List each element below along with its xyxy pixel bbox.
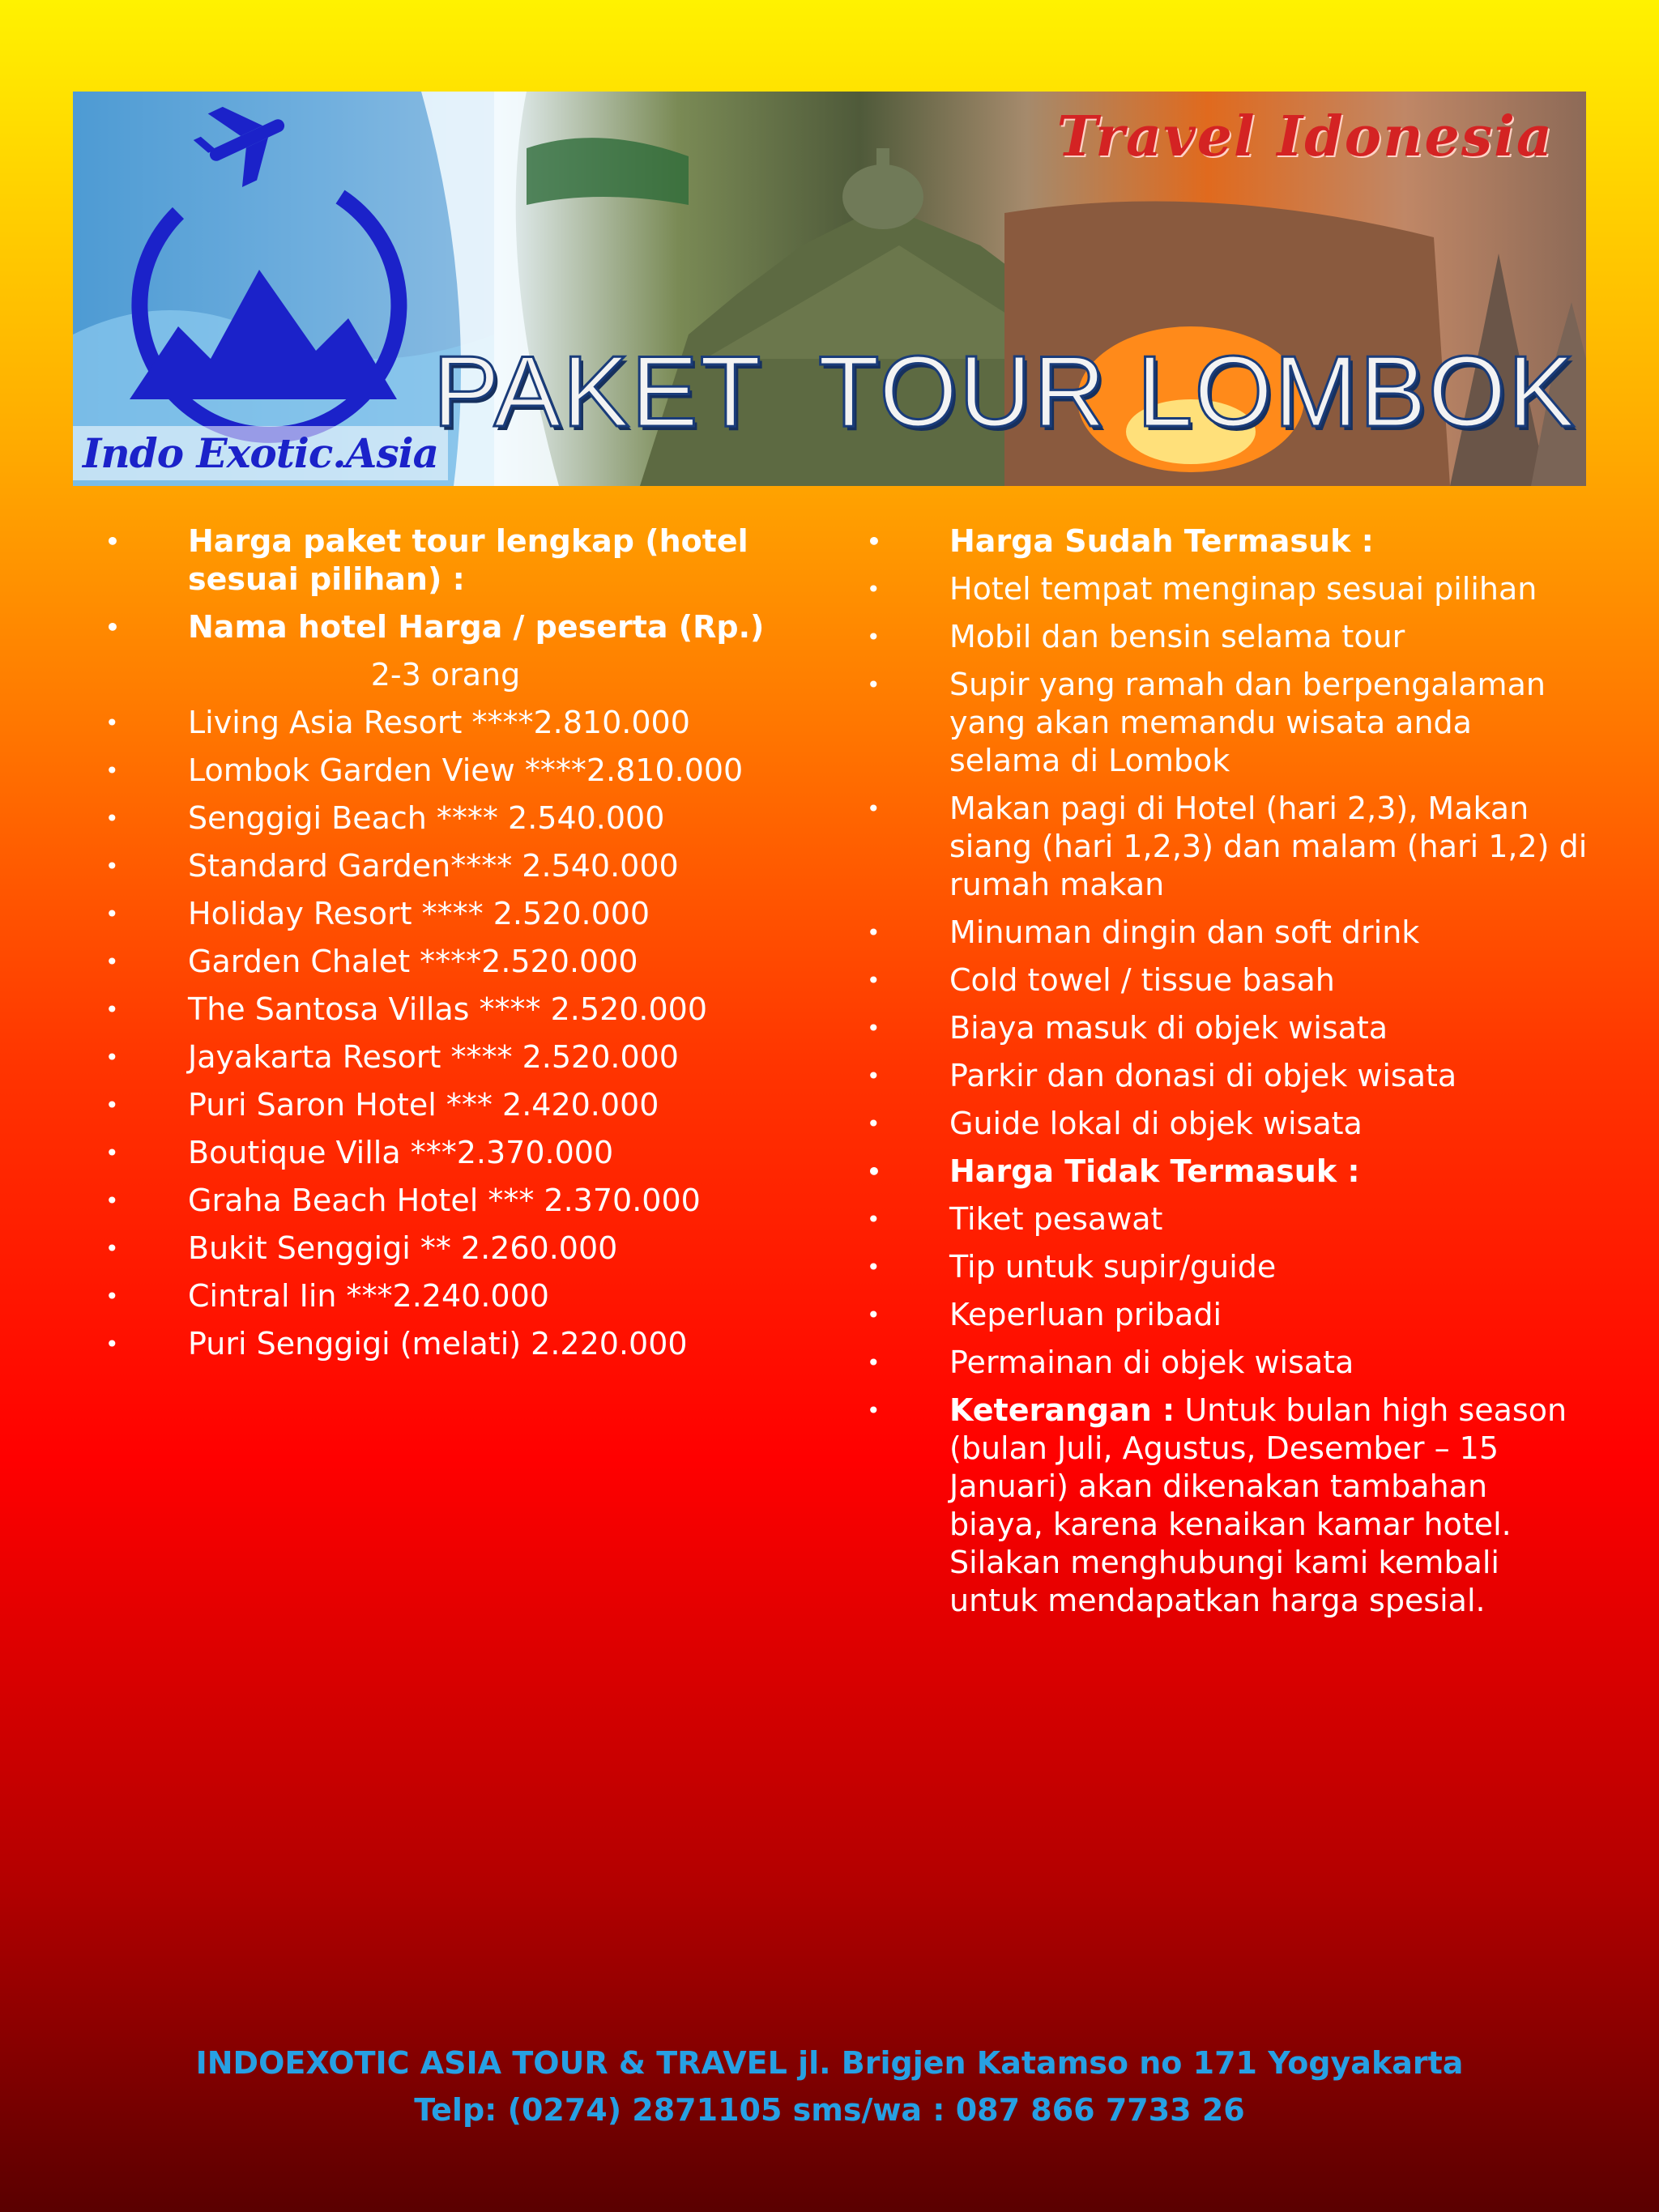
list-item [81, 1134, 810, 1172]
bullet-icon: • [105, 710, 119, 736]
bullet-icon: • [867, 1302, 881, 1328]
list-item-text: The Santosa Villas **** 2.520.000 [188, 991, 708, 1027]
list-item-text: Makan pagi di Hotel (hari 2,3), Makan siang (hari 1,2,3) dan malam (hari 1,2) di rumah makan [949, 791, 1588, 902]
list-item-text: Lombok Garden View ****2.810.000 [188, 752, 744, 788]
bullet-icon: • [105, 1140, 119, 1166]
bullet-icon: • [867, 1397, 881, 1424]
bullet-icon: • [105, 528, 120, 555]
list-item-text: Nama hotel Harga / peserta (Rp.) [188, 609, 765, 645]
bullet-icon: • [105, 805, 119, 832]
list-item-text: Untuk bulan high season (bulan Juli, Agustus, Desember – 15 Januari) akan dikenakan tambahan biaya, karena kenaikan kamar hotel. Silakan menghubungi kami kembali untuk mendapatkan harga spesial. [949, 1392, 1567, 1618]
list-item-text: Permainan di objek wisata [949, 1345, 1354, 1380]
list-item [842, 790, 1588, 904]
list-item [842, 961, 1588, 999]
list-item [81, 752, 810, 790]
list-item-text: Garden Chalet ****2.520.000 [188, 944, 638, 979]
list-item [81, 1230, 810, 1268]
bullet-icon: • [867, 528, 881, 555]
list-item-text: Biaya masuk di objek wisata [949, 1010, 1388, 1046]
list-item [842, 1344, 1588, 1382]
list-item-text: Senggigi Beach **** 2.540.000 [188, 800, 665, 836]
bullet-icon: • [867, 576, 881, 603]
list-item-text: Parkir dan donasi di objek wisata [949, 1058, 1457, 1093]
logo-text: Indo Exotic.Asia [73, 426, 448, 480]
list-item [81, 1182, 810, 1220]
list-item [81, 656, 810, 694]
bullet-icon: • [105, 614, 120, 641]
list-item [81, 522, 810, 599]
list-item [81, 1277, 810, 1315]
list-item [81, 799, 810, 837]
bullet-icon: • [105, 1331, 119, 1357]
list-item [81, 704, 810, 742]
list-item-text: 2-3 orang [370, 657, 521, 693]
list-item [842, 1200, 1588, 1238]
bullet-icon: • [105, 1187, 119, 1214]
list-item-text: Holiday Resort **** 2.520.000 [188, 896, 650, 931]
list-item [81, 895, 810, 933]
list-item-text: Boutique Villa ***2.370.000 [188, 1135, 614, 1170]
banner-subtitle: Travel Idonesia [1056, 104, 1554, 169]
bullet-icon: • [105, 757, 119, 784]
list-item [81, 1086, 810, 1124]
list-item-text: Graha Beach Hotel *** 2.370.000 [188, 1183, 701, 1218]
bullet-icon: • [105, 948, 119, 975]
bullet-icon: • [867, 1158, 881, 1185]
list-item [842, 666, 1588, 780]
bullet-icon: • [867, 624, 881, 650]
list-item-text: Tiket pesawat [949, 1201, 1163, 1237]
list-item-text: Cold towel / tissue basah [949, 962, 1335, 998]
list-item [842, 618, 1588, 656]
page-title: PAKET TOUR LOMBOK [433, 336, 1576, 448]
bullet-icon: • [867, 1015, 881, 1042]
bullet-icon: • [105, 1235, 119, 1262]
list-item-text: Puri Senggigi (melati) 2.220.000 [188, 1326, 688, 1362]
list-item-text: Supir yang ramah dan berpengalaman yang akan memandu wisata anda selama di Lombok [949, 667, 1546, 778]
bullet-icon: • [867, 1349, 881, 1376]
bullet-icon: • [105, 996, 119, 1023]
list-item [81, 991, 810, 1029]
list-item [842, 914, 1588, 952]
list-item [842, 1057, 1588, 1095]
left-list [81, 522, 810, 1363]
bullet-icon: • [105, 901, 119, 927]
bullet-icon: • [867, 1206, 881, 1233]
list-item-text: Puri Saron Hotel *** 2.420.000 [188, 1087, 659, 1123]
list-item-text: Guide lokal di objek wisata [949, 1106, 1363, 1141]
footer-contact [0, 2039, 1659, 2133]
list-item-text: Jayakarta Resort **** 2.520.000 [188, 1039, 679, 1075]
list-item [842, 570, 1588, 608]
bullet-icon: • [105, 853, 119, 880]
list-item [81, 1325, 810, 1363]
list-item [842, 1392, 1588, 1620]
list-item [842, 1105, 1588, 1143]
list-item-text: Living Asia Resort ****2.810.000 [188, 705, 690, 740]
list-item [81, 1038, 810, 1076]
footer-address: INDOEXOTIC ASIA TOUR & TRAVEL jl. Brigjen Katamso no 171 Yogyakarta [195, 2045, 1464, 2081]
hotel-price-list [81, 522, 810, 1373]
list-item [842, 1248, 1588, 1286]
list-item-text: Minuman dingin dan soft drink [949, 914, 1420, 950]
list-item-text: Standard Garden**** 2.540.000 [188, 848, 679, 884]
list-item [842, 1153, 1588, 1191]
bullet-icon: • [867, 919, 881, 946]
list-item-text: Harga paket tour lengkap (hotel sesuai pilihan) : [188, 523, 748, 597]
header-banner [73, 92, 1586, 486]
list-item-text: Cintral Iin ***2.240.000 [188, 1278, 549, 1314]
list-item [81, 847, 810, 885]
list-item-text: Hotel tempat menginap sesuai pilihan [949, 571, 1537, 607]
bullet-icon: • [105, 1092, 119, 1119]
footer-phone: Telp: (0274) 2871105 sms/wa : 087 866 7733 26 [414, 2092, 1245, 2128]
bullet-icon: • [867, 671, 881, 698]
bullet-icon: • [867, 1254, 881, 1281]
list-item [842, 522, 1588, 560]
list-item [81, 608, 810, 646]
right-list [842, 522, 1588, 1620]
list-item-text: Bukit Senggigi ** 2.260.000 [188, 1230, 618, 1266]
list-item [842, 1296, 1588, 1334]
bullet-icon: • [867, 967, 881, 994]
bullet-icon: • [867, 1110, 881, 1137]
inclusions-list [842, 522, 1588, 1630]
list-item-text: Harga Sudah Termasuk : [949, 523, 1374, 559]
list-item-label: Keterangan : [949, 1392, 1175, 1428]
list-item [81, 943, 810, 981]
bullet-icon: • [105, 1044, 119, 1071]
list-item-text: Harga Tidak Termasuk : [949, 1153, 1360, 1189]
list-item-text: Mobil dan bensin selama tour [949, 619, 1405, 654]
list-item-text: Tip untuk supir/guide [949, 1249, 1277, 1285]
bullet-icon: • [867, 1063, 881, 1089]
list-item-text: Keperluan pribadi [949, 1297, 1222, 1332]
bullet-icon: • [867, 795, 881, 822]
bullet-icon: • [105, 1283, 119, 1310]
list-item [842, 1009, 1588, 1047]
